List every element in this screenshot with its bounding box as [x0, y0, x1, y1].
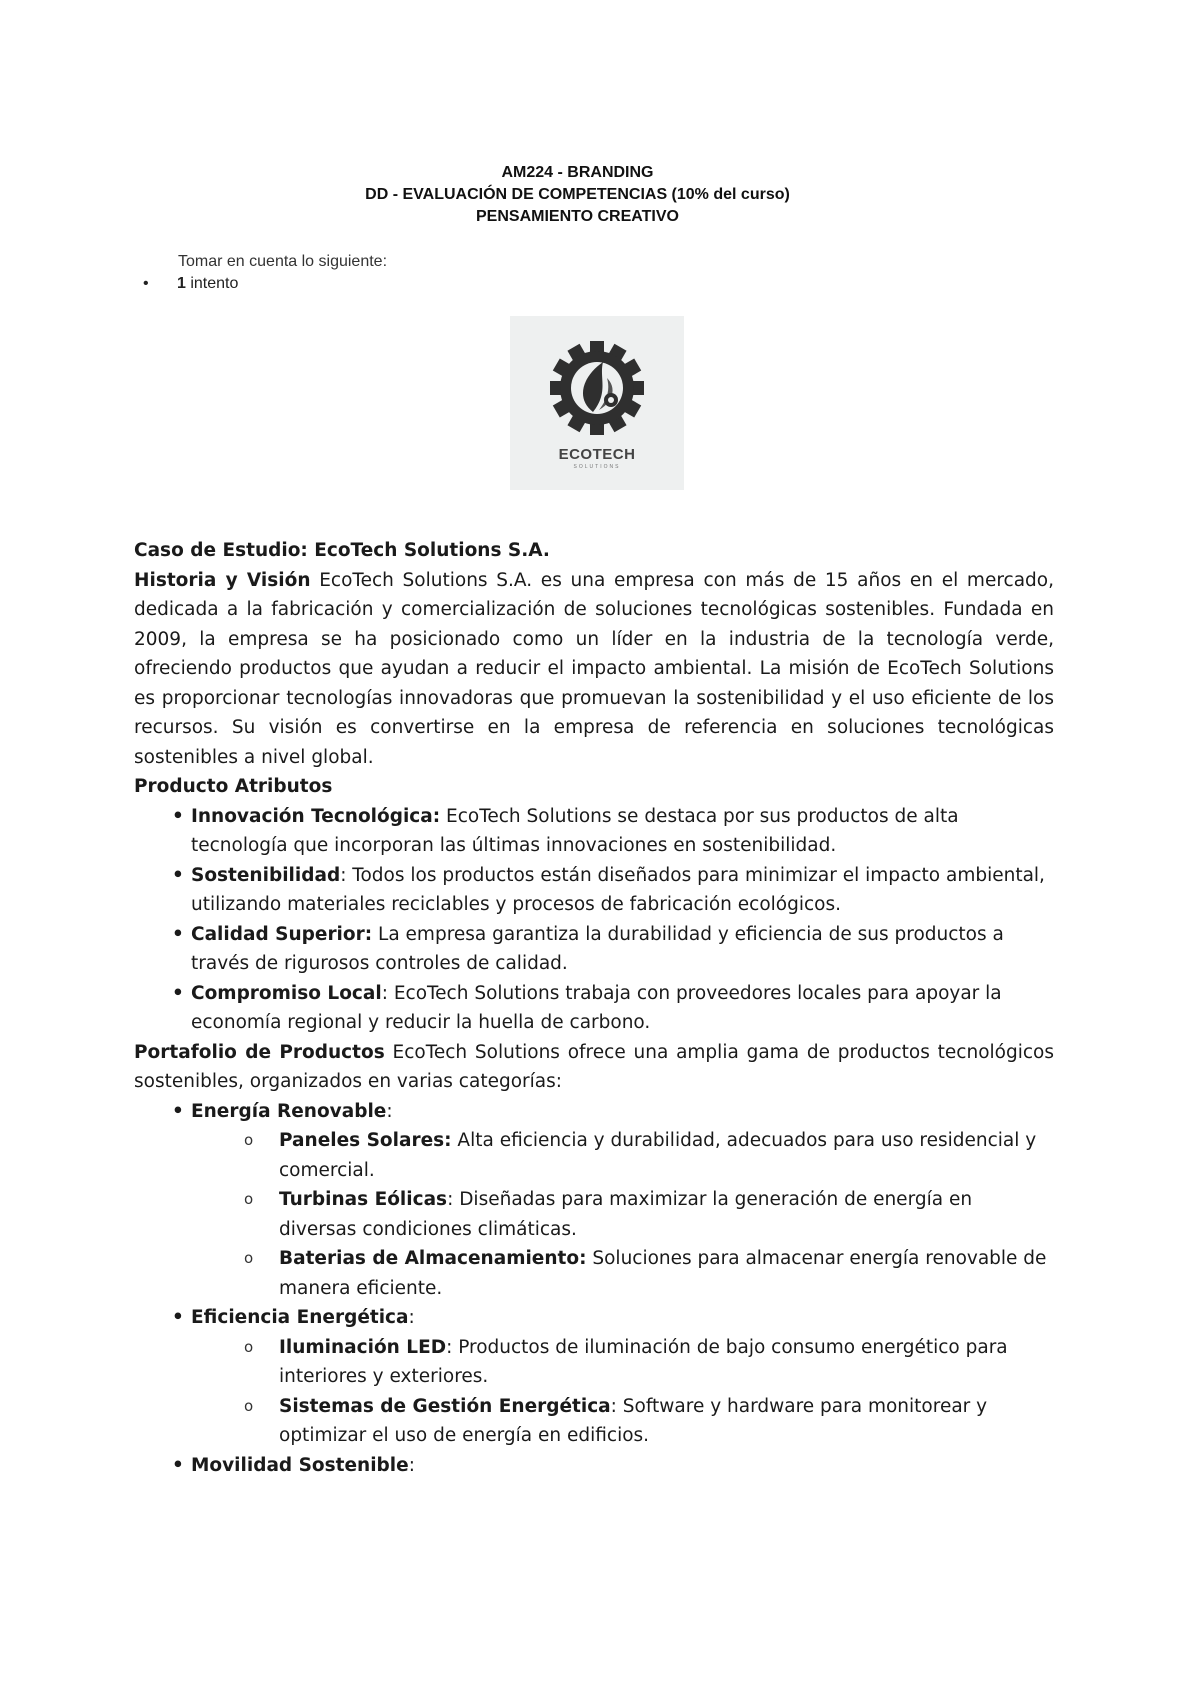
portfolio-list	[134, 1097, 1054, 1127]
ecotech-logo	[510, 316, 684, 490]
logo-name: ECOTECH	[558, 446, 636, 463]
list-item: • Innovación Tecnológica: EcoTech Solutions se destaca por sus productos de alta tecnología que incorporan las últimas innovaciones en sostenibilidad.	[134, 802, 1054, 861]
list-item: o Sistemas de Gestión Energética: Software y hardware para monitorear y optimizar el uso de energía en edificios.	[134, 1392, 1054, 1451]
category-item: • Movilidad Sostenible:	[134, 1451, 1054, 1481]
list-item: • Sostenibilidad: Todos los productos están diseñados para minimizar el impacto ambiental, utilizando materiales reciclables y procesos de fabricación ecológicos.	[134, 861, 1054, 920]
list-item: • Calidad Superior: La empresa garantiza la durabilidad y eficiencia de sus productos a través de rigurosos controles de calidad.	[134, 920, 1054, 979]
portfolio-list	[134, 1303, 1054, 1333]
attempts-number: 1	[177, 275, 186, 292]
attempts-item	[143, 275, 238, 293]
evaluation-title: DD - EVALUACIÓN DE COMPETENCIAS (10% del curso)	[365, 186, 790, 203]
attributes-list	[134, 802, 1054, 1038]
case-study-body	[134, 536, 1054, 1480]
category-item: • Energía Renovable:	[134, 1097, 1054, 1127]
logo-tagline: SOLUTIONS	[573, 464, 621, 470]
list-item: • Compromiso Local: EcoTech Solutions trabaja con proveedores locales para apoyar la economía regional y reducir la huella de carbono.	[134, 979, 1054, 1038]
list-item: o Baterias de Almacenamiento: Soluciones para almacenar energía renovable de manera eficiente.	[134, 1244, 1054, 1303]
course-title: AM224 - BRANDING	[501, 164, 654, 181]
instructions-note: Tomar en cuenta lo siguiente:	[178, 253, 388, 270]
competency-title: PENSAMIENTO CREATIVO	[476, 208, 679, 225]
subcategory-list	[134, 1126, 1054, 1303]
subcategory-list	[134, 1333, 1054, 1451]
category-item: • Eficiencia Energética:	[134, 1303, 1054, 1333]
bullet-icon: •	[143, 275, 149, 292]
portfolio-intro: EcoTech Solutions ofrece una amplia gama de productos tecnológicos sostenibles, organizados en varias categorías:	[134, 1041, 1054, 1092]
attributes-heading: Producto Atributos	[134, 776, 333, 797]
portfolio-paragraph	[134, 1038, 1054, 1097]
history-heading: Historia y Visión	[134, 569, 311, 591]
list-item: o Iluminación LED: Productos de iluminación de bajo consumo energético para interiores y exteriores.	[134, 1333, 1054, 1392]
history-text: EcoTech Solutions S.A. es una empresa con más de 15 años en el mercado, dedicada a la fabricación y comercialización de soluciones tecnológicas sostenibles. Fundada en 2009, la empresa se ha posicionado como un líder en la industria de la tecnología verde, ofreciendo productos que ayudan a reducir el impacto ambiental. La misión de EcoTech Solutions es proporcionar tecnologías innovadoras que promuevan la sostenibilidad y el uso eficiente de los recursos. Su visión es convertirse en la empresa de referencia en soluciones tecnológicas sostenibles a nivel global.	[134, 569, 1054, 768]
list-item: o Paneles Solares: Alta eficiencia y durabilidad, adecuados para uso residencial y comercial.	[134, 1126, 1054, 1185]
case-title: Caso de Estudio: EcoTech Solutions S.A.	[134, 540, 550, 561]
attempts-label: intento	[185, 275, 239, 292]
list-item: o Turbinas Eólicas: Diseñadas para maximizar la generación de energía en diversas condiciones climáticas.	[134, 1185, 1054, 1244]
portfolio-list	[134, 1451, 1054, 1481]
history-paragraph	[134, 566, 1054, 773]
portfolio-heading: Portafolio de Productos	[134, 1041, 385, 1063]
document-header	[0, 162, 1155, 228]
